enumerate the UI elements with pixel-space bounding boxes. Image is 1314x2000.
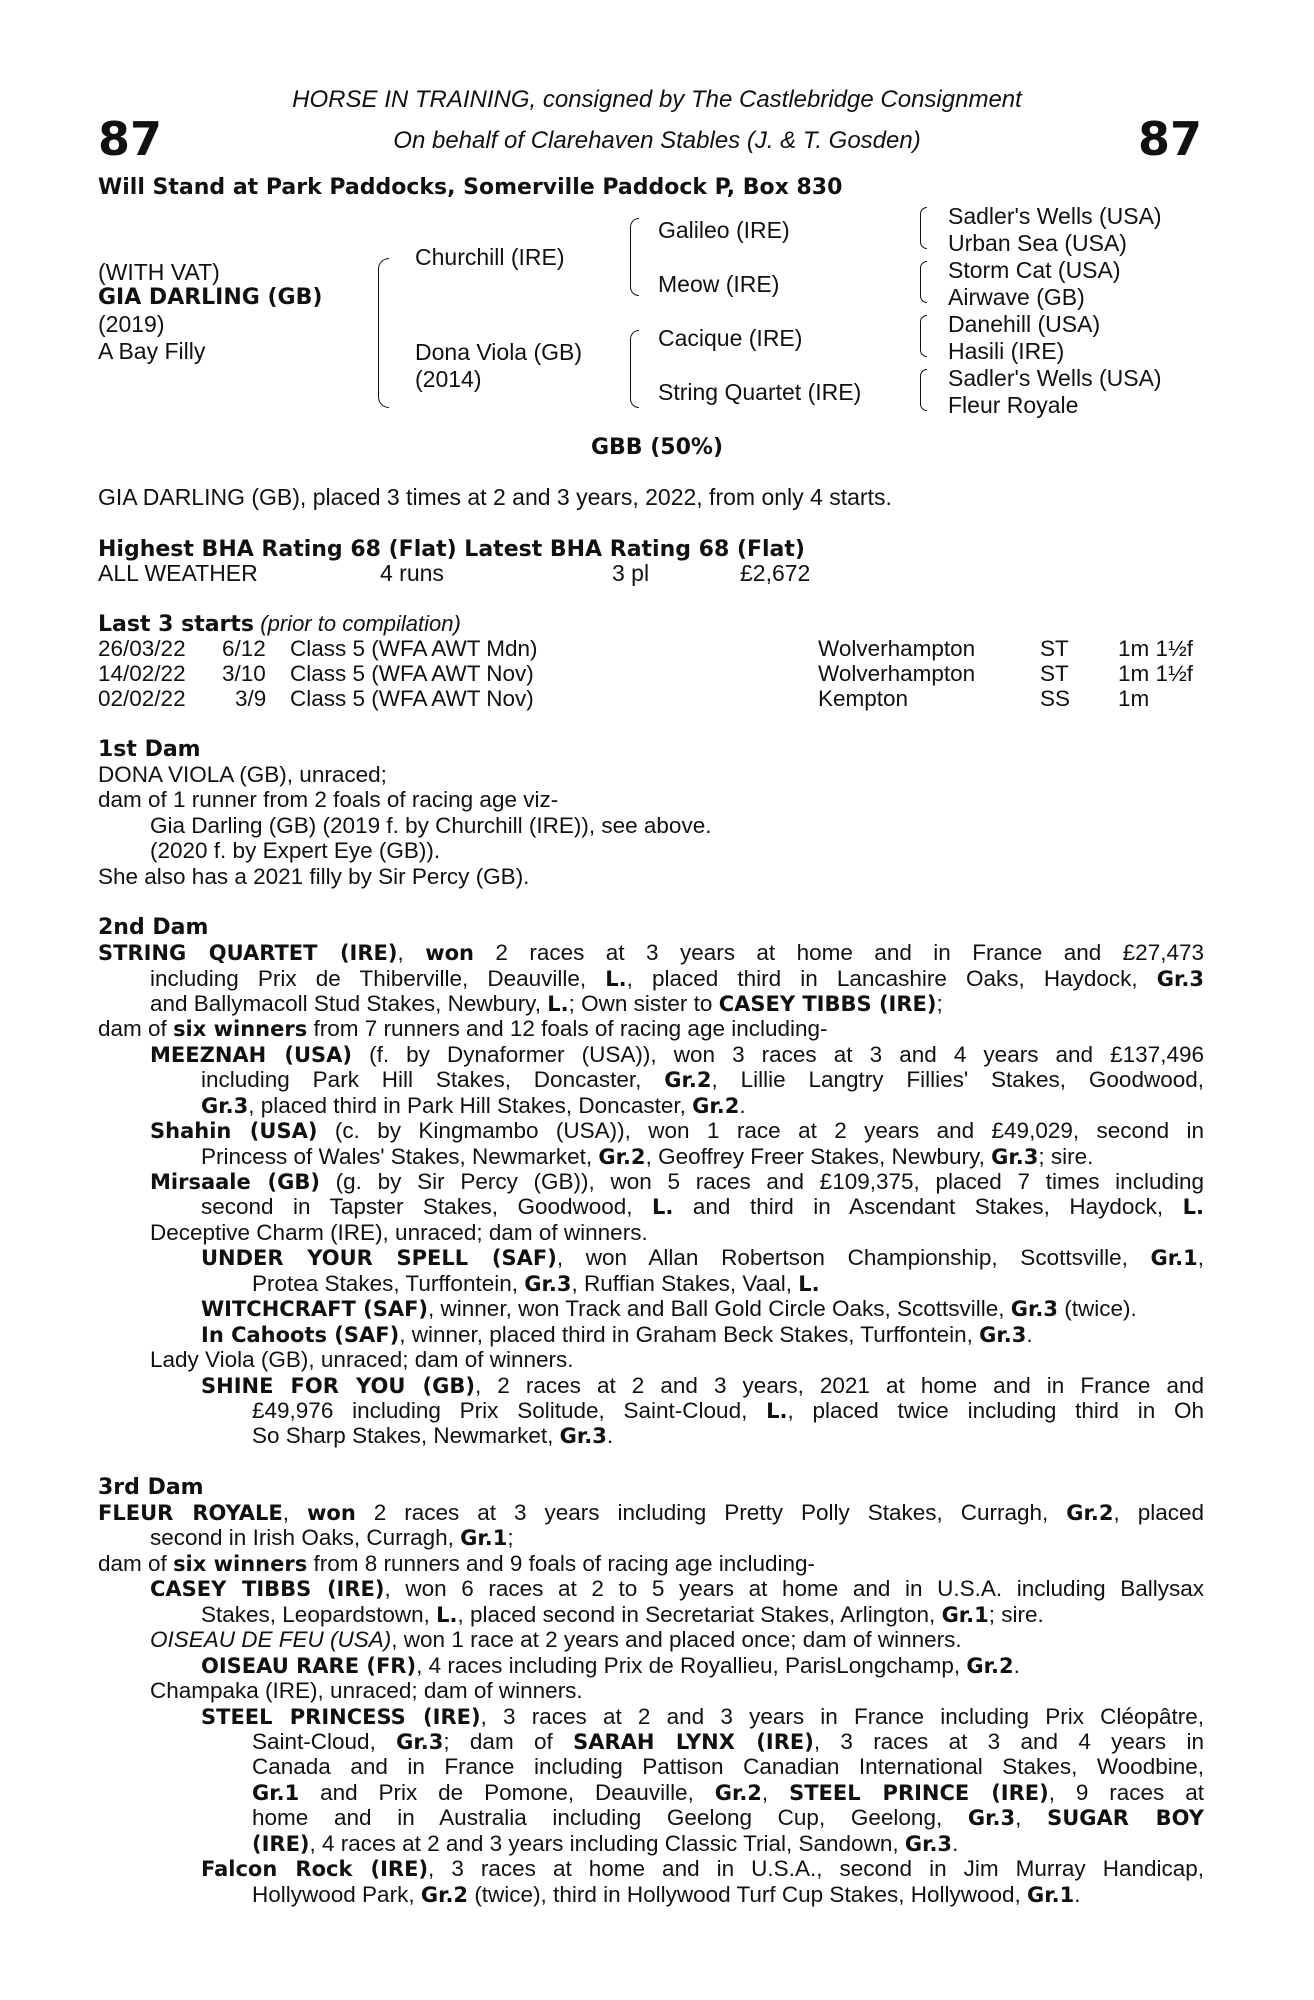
gg-1: Sadler's Wells (USA)	[948, 203, 1162, 229]
rating-placed: 3 pl	[612, 560, 650, 586]
start-distance: 1m 1½f	[1118, 636, 1194, 661]
text: , Geoffrey Freer Stakes, Newbury,	[645, 1144, 985, 1169]
text: including Prix de Thiberville, Deauville,	[150, 966, 587, 991]
start-distance: 1m 1½f	[1118, 661, 1194, 686]
text: (g. by Sir Percy (GB)), won 5 races and £109,375, placed 7 times including	[335, 1169, 1204, 1194]
meeznah-line-3: Gr.3, placed third in Park Hill Stakes, Doncaster, Gr.2.	[201, 1093, 746, 1118]
winners-count: six winners	[173, 1017, 308, 1041]
horse-name: Falcon Rock (IRE)	[201, 1857, 429, 1881]
shahin-line-1	[150, 1118, 1204, 1145]
inbreeding: GBB (50%)	[590, 435, 724, 460]
rating-runs: 4 runs	[380, 560, 444, 586]
grade: Gr.3	[1156, 967, 1204, 991]
gg-6: Hasili (IRE)	[948, 338, 1065, 364]
text: , placed third in Lancashire Oaks, Haydock,	[626, 966, 1138, 991]
grade: L.	[436, 1603, 458, 1627]
start-race: Class 5 (WFA AWT Mdn)	[290, 636, 538, 661]
text: , 9 races at	[1048, 1780, 1204, 1805]
shine-for-you-line-1	[201, 1373, 1204, 1400]
falcon-rock-line-2: Hollywood Park, Gr.2 (twice), third in Hollywood Turf Cup Stakes, Hollywood, Gr.1.	[252, 1882, 1081, 1907]
text: from 8 runners and 9 foals of racing age including-	[313, 1551, 816, 1576]
meeznah-line-2	[201, 1067, 1204, 1094]
gg-2: Urban Sea (USA)	[948, 230, 1127, 256]
text: , 4 races at 2 and 3 years including Classic Trial, Sandown,	[309, 1831, 899, 1856]
gg-7: Sadler's Wells (USA)	[948, 365, 1162, 391]
oiseau-rare-line: OISEAU RARE (FR), 4 races including Prix de Royallieu, ParisLongchamp, Gr.2.	[201, 1653, 1020, 1678]
mirsaale-line-1	[150, 1169, 1204, 1196]
first-dam-line: DONA VIOLA (GB), unraced;	[98, 762, 387, 787]
winners-count: six winners	[173, 1552, 308, 1576]
grade: Gr.3	[979, 1323, 1027, 1347]
first-dam-heading: 1st Dam	[98, 737, 201, 762]
text: including Park Hill Stakes, Doncaster,	[201, 1067, 642, 1092]
casey-tibbs-line-1	[150, 1576, 1204, 1603]
text: and third in Ascendant Stakes, Haydock,	[692, 1194, 1164, 1219]
text: 2 races at 3 years at home and in France and £27,473	[495, 940, 1204, 965]
gg-brace-1	[920, 207, 927, 249]
shine-for-you-line-2	[252, 1398, 1204, 1425]
text: , placed twice including third in Oh	[787, 1398, 1204, 1423]
gg-brace-2	[920, 261, 927, 303]
grade: Gr.1	[941, 1603, 989, 1627]
dam-sire: Cacique (IRE)	[658, 325, 803, 351]
horse-name: Shahin (USA)	[150, 1119, 318, 1143]
text: , 3 races at home and in U.S.A., second in Jim Murray Handicap,	[428, 1856, 1205, 1881]
gg-8: Fleur Royale	[948, 392, 1079, 418]
text: , 3 races at 2 and 3 years in France including Prix Cléopâtre,	[480, 1704, 1204, 1729]
third-dam-heading: 3rd Dam	[98, 1475, 204, 1500]
rating-surface: ALL WEATHER	[98, 560, 258, 586]
first-dam-line: (2020 f. by Expert Eye (GB)).	[150, 838, 441, 863]
text: , Ruffian Stakes, Vaal,	[571, 1271, 793, 1296]
grade: Gr.2	[966, 1654, 1014, 1678]
text: ; dam of	[443, 1729, 553, 1754]
text: Protea Stakes, Turffontein,	[252, 1271, 518, 1296]
steel-princess-line-5: home and in Australia including Geelong Cup, Geelong, Gr.3, SUGAR BOY	[252, 1805, 1204, 1830]
steel-princess-line-1	[201, 1704, 1204, 1731]
grade: Gr.1	[252, 1781, 300, 1805]
horse-name: STEEL PRINCE (IRE)	[789, 1781, 1049, 1805]
horse-name: STEEL PRINCESS (IRE)	[201, 1705, 481, 1729]
last-starts-heading: Last 3 starts	[98, 612, 255, 637]
grade: Gr.1	[1150, 1246, 1198, 1270]
horse-name: CASEY TIBBS (IRE)	[150, 1577, 385, 1601]
text: , Lillie Langtry Fillies' Stakes, Goodwood,	[711, 1067, 1205, 1092]
sire-brace	[630, 218, 639, 296]
text: (twice).	[1064, 1296, 1137, 1321]
sire-sire: Galileo (IRE)	[658, 217, 790, 243]
horse-name: SARAH LYNX (IRE)	[573, 1730, 814, 1754]
text: , won 6 races at 2 to 5 years at home and in U.S.A. including Ballysax	[384, 1576, 1204, 1601]
text: , won Allan Robertson Championship, Scottsville,	[556, 1245, 1128, 1270]
first-dam-line: dam of 1 runner from 2 foals of racing age viz-	[98, 787, 559, 812]
text: , 2 races at 2 and 3 years, 2021 at home and in France and	[474, 1373, 1204, 1398]
horse-name: UNDER YOUR SPELL (SAF)	[201, 1246, 557, 1270]
lot-number-right: 87	[1137, 112, 1202, 166]
shahin-line-2	[201, 1144, 1093, 1171]
grade: Gr.3	[967, 1806, 1016, 1830]
in-cahoots-line: In Cahoots (SAF), winner, placed third in Graham Beck Stakes, Turffontein, Gr.3.	[201, 1322, 1033, 1347]
string-quartet-line-1: STRING QUARTET (IRE), won 2 races at 3 years at home and in France and £27,473	[98, 940, 1204, 965]
text: , won 1 race at 2 years and placed once; dam of winners.	[391, 1627, 962, 1652]
on-behalf-line: On behalf of Clarehaven Stables (J. & T. Gosden)	[393, 127, 921, 154]
text: Princess of Wales' Stakes, Newmarket,	[201, 1144, 593, 1169]
text: home and in Australia including Geelong Cup, Geelong,	[252, 1805, 943, 1830]
second-dam-heading: 2nd Dam	[98, 915, 209, 940]
text: , placed second in Secretariat Stakes, Arlington,	[457, 1602, 936, 1627]
text: ; sire.	[1038, 1144, 1094, 1169]
consignment-line: HORSE IN TRAINING, consigned by The Castlebridge Consignment	[292, 86, 1022, 113]
text: 2 races at 3 years including Pretty Polly Stakes, Curragh,	[373, 1500, 1049, 1525]
text: ; Own sister to	[568, 991, 713, 1016]
gg-brace-4	[920, 369, 927, 411]
stand-line: Will Stand at Park Paddocks, Somerville Paddock P, Box 830	[98, 175, 843, 200]
start-race: Class 5 (WFA AWT Nov)	[290, 686, 534, 711]
text: dam of	[98, 1016, 167, 1041]
witchcraft-line	[201, 1296, 1137, 1323]
vat-label: (WITH VAT)	[98, 259, 220, 285]
grade: Gr.2	[692, 1094, 740, 1118]
grade: Gr.3	[904, 1832, 953, 1856]
start-going: SS	[1040, 686, 1071, 711]
lot-number-left: 87	[98, 112, 163, 166]
horse-name: CASEY TIBBS (IRE)	[718, 992, 937, 1016]
gg-4: Airwave (GB)	[948, 284, 1085, 310]
last-starts-note: (prior to compilation)	[260, 611, 461, 636]
sire-dam: Meow (IRE)	[658, 271, 780, 297]
text: So Sharp Stakes, Newmarket,	[252, 1423, 554, 1448]
text: and Ballymacoll Stud Stakes, Newbury,	[150, 991, 542, 1016]
start-position: 3/10	[222, 661, 266, 686]
steel-princess-line-6: (IRE), 4 races at 2 and 3 years including Classic Trial, Sandown, Gr.3.	[252, 1831, 959, 1856]
sire-name: Churchill (IRE)	[415, 244, 565, 270]
first-dam-line: She also has a 2021 filly by Sir Percy (GB).	[98, 864, 530, 889]
grade: Gr.3	[396, 1730, 444, 1754]
start-course: Wolverhampton	[818, 636, 976, 661]
start-position: 6/12	[222, 636, 266, 661]
text: £49,976 including Prix Solitude, Saint-Cloud,	[252, 1398, 748, 1423]
start-distance: 1m	[1118, 686, 1150, 711]
horse-year: (2019)	[98, 311, 165, 337]
start-going: ST	[1040, 636, 1069, 661]
text: , winner, placed third in Graham Beck Stakes, Turffontein,	[399, 1322, 973, 1347]
horse-name: OISEAU DE FEU (USA)	[150, 1627, 392, 1652]
string-quartet-line-2	[150, 966, 1204, 993]
start-course: Kempton	[818, 686, 909, 711]
start-race: Class 5 (WFA AWT Nov)	[290, 661, 534, 686]
gg-3: Storm Cat (USA)	[948, 257, 1121, 283]
shine-for-you-line-3: So Sharp Stakes, Newmarket, Gr.3.	[252, 1423, 614, 1448]
fleur-royale-line-2: second in Irish Oaks, Curragh, Gr.1;	[150, 1525, 514, 1550]
horse-name: OISEAU RARE (FR)	[201, 1654, 417, 1678]
text: (twice), third in Hollywood Turf Cup Stakes, Hollywood,	[474, 1882, 1021, 1907]
string-quartet-line-4	[98, 1016, 828, 1043]
text: Stakes, Leopardstown,	[201, 1602, 430, 1627]
gg-brace-3	[920, 315, 927, 357]
text: (c. by Kingmambo (USA)), won 1 race at 2 years and £49,029, second in	[334, 1118, 1204, 1143]
under-your-spell-line-2	[252, 1271, 820, 1298]
start-course: Wolverhampton	[818, 661, 976, 686]
start-position: 3/9	[235, 686, 267, 711]
horse-description: A Bay Filly	[98, 338, 206, 364]
grade: Gr.1	[460, 1526, 508, 1550]
pedigree-brace-main	[378, 258, 389, 408]
grade: Gr.2	[420, 1883, 469, 1907]
horse-name: MEEZNAH (USA)	[150, 1043, 352, 1067]
text: second in Tapster Stakes, Goodwood,	[201, 1194, 633, 1219]
text: and Prix de Pomone, Deauville,	[320, 1780, 694, 1805]
meeznah-line-1	[150, 1042, 1204, 1069]
won-label: won	[425, 941, 474, 965]
grade: L.	[652, 1195, 674, 1219]
horse-name: FLEUR ROYALE	[98, 1501, 283, 1525]
lady-viola-line: Lady Viola (GB), unraced; dam of winners.	[150, 1347, 574, 1372]
text: , placed third in Park Hill Stakes, Doncaster,	[248, 1093, 686, 1118]
grade: Gr.2	[664, 1068, 712, 1092]
horse-name: WITCHCRAFT (SAF)	[201, 1297, 429, 1321]
horse-name: GIA DARLING (GB)	[98, 285, 323, 310]
text: , placed	[1113, 1500, 1204, 1525]
fleur-royale-line-1: FLEUR ROYALE, won 2 races at 3 years including Pretty Polly Stakes, Curragh, Gr.2, placed	[98, 1500, 1204, 1525]
dam-dam: String Quartet (IRE)	[658, 379, 862, 405]
deceptive-charm-line: Deceptive Charm (IRE), unraced; dam of winners.	[150, 1220, 648, 1245]
grade: Gr.2	[1066, 1501, 1114, 1525]
grade: L.	[798, 1272, 820, 1296]
string-quartet-name: STRING QUARTET (IRE)	[98, 941, 398, 965]
first-dam-line: Gia Darling (GB) (2019 f. by Churchill (IRE)), see above.	[150, 813, 712, 838]
text: Saint-Cloud,	[252, 1729, 376, 1754]
grade: Gr.3	[559, 1424, 607, 1448]
grade: L.	[547, 992, 569, 1016]
oiseau-de-feu-line	[150, 1627, 962, 1653]
rating-earnings: £2,672	[740, 560, 811, 586]
casey-tibbs-line-2	[201, 1602, 1044, 1629]
text: second in Irish Oaks, Curragh,	[150, 1525, 454, 1550]
text: (f. by Dynaformer (USA)), won 3 races at 3 and 4 years and £137,496	[369, 1042, 1204, 1067]
horse-name: SHINE FOR YOU (GB)	[201, 1374, 475, 1398]
string-quartet-line-3: and Ballymacoll Stud Stakes, Newbury, L.; Own sister to CASEY TIBBS (IRE);	[150, 991, 943, 1016]
start-date: 26/03/22	[98, 636, 186, 661]
under-your-spell-line-1: UNDER YOUR SPELL (SAF), won Allan Robertson Championship, Scottsville, Gr.1,	[201, 1245, 1204, 1270]
horse-name: (IRE)	[252, 1832, 310, 1856]
gg-5: Danehill (USA)	[948, 311, 1101, 337]
horse-name: In Cahoots (SAF)	[201, 1323, 400, 1347]
text: from 7 runners and 12 foals of racing age including-	[313, 1016, 828, 1041]
grade: Gr.3	[1010, 1297, 1058, 1321]
start-date: 14/02/22	[98, 661, 186, 686]
grade: Gr.3	[524, 1272, 572, 1296]
champaka-line: Champaka (IRE), unraced; dam of winners.	[150, 1678, 583, 1703]
grade: Gr.1	[1027, 1883, 1075, 1907]
rating-heading: Highest BHA Rating 68 (Flat) Latest BHA Rating 68 (Flat)	[98, 537, 805, 562]
text: dam of	[98, 1551, 167, 1576]
steel-princess-line-3: Canada and in France including Pattison Canadian International Stakes, Woodbine,	[252, 1754, 1204, 1779]
steel-princess-line-4: Gr.1 and Prix de Pomone, Deauville, Gr.2, STEEL PRINCE (IRE), 9 races at	[252, 1780, 1204, 1805]
mirsaale-line-2	[201, 1194, 1204, 1221]
grade: Gr.3	[991, 1145, 1039, 1169]
won-label: won	[307, 1501, 356, 1525]
horse-name: SUGAR BOY	[1047, 1806, 1204, 1830]
steel-princess-line-2	[252, 1729, 1204, 1756]
fleur-royale-line-3	[98, 1551, 815, 1578]
text: Hollywood Park,	[252, 1882, 415, 1907]
dam-brace	[630, 330, 639, 408]
grade: L.	[766, 1399, 788, 1423]
horse-name: Mirsaale (GB)	[150, 1170, 320, 1194]
grade: Gr.2	[598, 1145, 646, 1169]
summary-line: GIA DARLING (GB), placed 3 times at 2 and 3 years, 2022, from only 4 starts.	[98, 484, 892, 510]
last-starts-heading-row	[98, 611, 461, 638]
start-going: ST	[1040, 661, 1069, 686]
text: , winner, won Track and Ball Gold Circle Oaks, Scottsville,	[428, 1296, 1005, 1321]
grade: L.	[605, 967, 627, 991]
grade: L.	[1182, 1195, 1204, 1219]
grade: Gr.2	[714, 1781, 762, 1805]
text: ; sire.	[988, 1602, 1044, 1627]
falcon-rock-line-1	[201, 1856, 1204, 1883]
dam-name: Dona Viola (GB)	[415, 339, 583, 365]
dam-year: (2014)	[415, 366, 482, 392]
text: , 3 races at 3 and 4 years in	[813, 1729, 1204, 1754]
start-date: 02/02/22	[98, 686, 186, 711]
text: , 4 races including Prix de Royallieu, ParisLongchamp,	[416, 1653, 961, 1678]
grade: Gr.3	[201, 1094, 249, 1118]
